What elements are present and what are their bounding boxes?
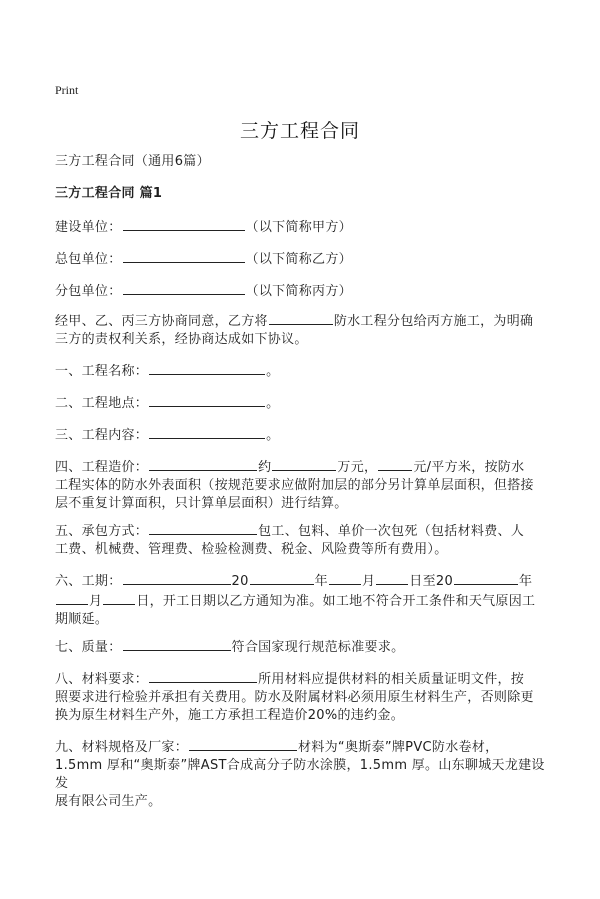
clause-text: 层不重复计算面积，只计算单层面积）进行结算。	[55, 496, 348, 511]
party-general-contractor	[55, 249, 555, 269]
clause-text: 年	[519, 574, 533, 589]
print-label[interactable]: Print	[55, 83, 79, 97]
blank-field[interactable]	[149, 457, 257, 471]
blank-field[interactable]	[149, 393, 265, 407]
clause-label: 八、材料要求：	[55, 672, 149, 687]
blank-field[interactable]	[272, 457, 336, 471]
clause-text: 元/平方米，按防水	[413, 460, 525, 475]
clause-text: 日，开工日期以乙方通知为准。如工地不符合开工条件和天气原因工	[136, 594, 536, 609]
clause-label: 六、工期：	[55, 574, 122, 589]
section-heading: 三方工程合同 篇1	[55, 186, 163, 201]
clause-label: 二、工程地点：	[55, 396, 149, 411]
blank-field[interactable]	[123, 637, 231, 651]
blank-field[interactable]	[123, 217, 245, 231]
blank-field[interactable]	[149, 361, 265, 375]
blank-field[interactable]	[149, 425, 265, 439]
clause-text: 1.5mm 厚和“奥斯泰”牌AST合成高分子防水涂膜，1.5mm 厚。山东聊城天龙建设发	[55, 758, 545, 791]
party-label: 分包单位：	[55, 284, 122, 299]
party-suffix: （以下简称乙方）	[245, 252, 352, 267]
clause-material-specs	[55, 737, 555, 811]
blank-field[interactable]	[378, 457, 412, 471]
clause-text: 万元，	[337, 460, 378, 475]
intro-paragraph	[55, 311, 555, 349]
intro-text: 经甲、乙、丙三方协商同意，乙方将	[55, 314, 268, 329]
clause-text: 期顺延。	[55, 612, 109, 627]
intro-text: 三方的责权利关系，经协商达成如下协议。	[55, 332, 308, 347]
party-suffix: （以下简称甲方）	[245, 220, 352, 235]
page-title: 三方工程合同	[239, 120, 360, 142]
blank-field[interactable]	[103, 591, 135, 605]
clause-label: 五、承包方式：	[55, 524, 149, 539]
clause-project-location	[55, 393, 555, 413]
blank-field[interactable]	[149, 669, 257, 683]
party-suffix: （以下简称丙方）	[245, 284, 352, 299]
blank-field[interactable]	[250, 571, 314, 585]
clause-project-cost	[55, 457, 555, 513]
clause-contract-method	[55, 521, 555, 559]
clause-end: 。	[266, 428, 280, 443]
clause-text: 日至20	[409, 574, 454, 589]
clause-text: 照要求进行检验并承担有关费用。防水及附属材料必须用原生材料生产，否则除更	[55, 690, 534, 705]
clause-schedule	[55, 571, 555, 629]
blank-field[interactable]	[149, 521, 257, 535]
clause-text: 约	[258, 460, 272, 475]
blank-field[interactable]	[56, 591, 88, 605]
clause-quality	[55, 637, 555, 657]
clause-text: 符合国家现行规范标准要求。	[231, 640, 405, 655]
party-label: 建设单位：	[55, 220, 122, 235]
blank-field[interactable]	[123, 249, 245, 263]
clause-text: 月	[361, 574, 376, 589]
clause-material-requirements	[55, 669, 555, 725]
clause-text: 换为原生材料生产外，施工方承担工程造价20%的违约金。	[55, 708, 404, 723]
clause-project-content	[55, 425, 555, 445]
clause-text: 展有限公司生产。	[55, 794, 162, 809]
clause-text: 材料为“奥斯泰”牌PVC防水卷材，	[298, 740, 499, 755]
clause-text: 工程实体的防水外表面积（按规范要求应做附加层的部分另计算单层面积，但搭接	[55, 478, 534, 493]
intro-text: 防水工程分包给丙方施工，为明确	[333, 314, 534, 329]
clause-text: 月	[89, 594, 103, 609]
blank-field[interactable]	[269, 311, 333, 325]
document-subtitle: 三方工程合同（通用6篇）	[55, 154, 210, 169]
clause-project-name	[55, 361, 555, 381]
blank-field[interactable]	[454, 571, 518, 585]
blank-field[interactable]	[123, 281, 245, 295]
clause-label: 一、工程名称：	[55, 364, 149, 379]
clause-label: 七、质量：	[55, 640, 122, 655]
clause-end: 。	[266, 396, 280, 411]
clause-text: 包工、包料、单价一次包死（包括材料费、人	[258, 524, 525, 539]
party-construction-unit	[55, 217, 555, 237]
party-label: 总包单位：	[55, 252, 122, 267]
blank-field[interactable]	[329, 571, 361, 585]
party-subcontractor	[55, 281, 555, 301]
blank-field[interactable]	[123, 571, 231, 585]
clause-text: 20	[231, 574, 249, 589]
blank-field[interactable]	[376, 571, 408, 585]
clause-text: 工费、机械费、管理费、检验检测费、税金、风险费等所有费用）。	[55, 542, 448, 557]
clause-label: 四、工程造价：	[55, 460, 149, 475]
clause-text: 年	[314, 574, 328, 589]
clause-end: 。	[266, 364, 280, 379]
clause-text: 所用材料应提供材料的相关质量证明文件，按	[258, 672, 525, 687]
clause-label: 三、工程内容：	[55, 428, 149, 443]
blank-field[interactable]	[189, 737, 297, 751]
clause-label: 九、材料规格及厂家：	[55, 740, 189, 755]
